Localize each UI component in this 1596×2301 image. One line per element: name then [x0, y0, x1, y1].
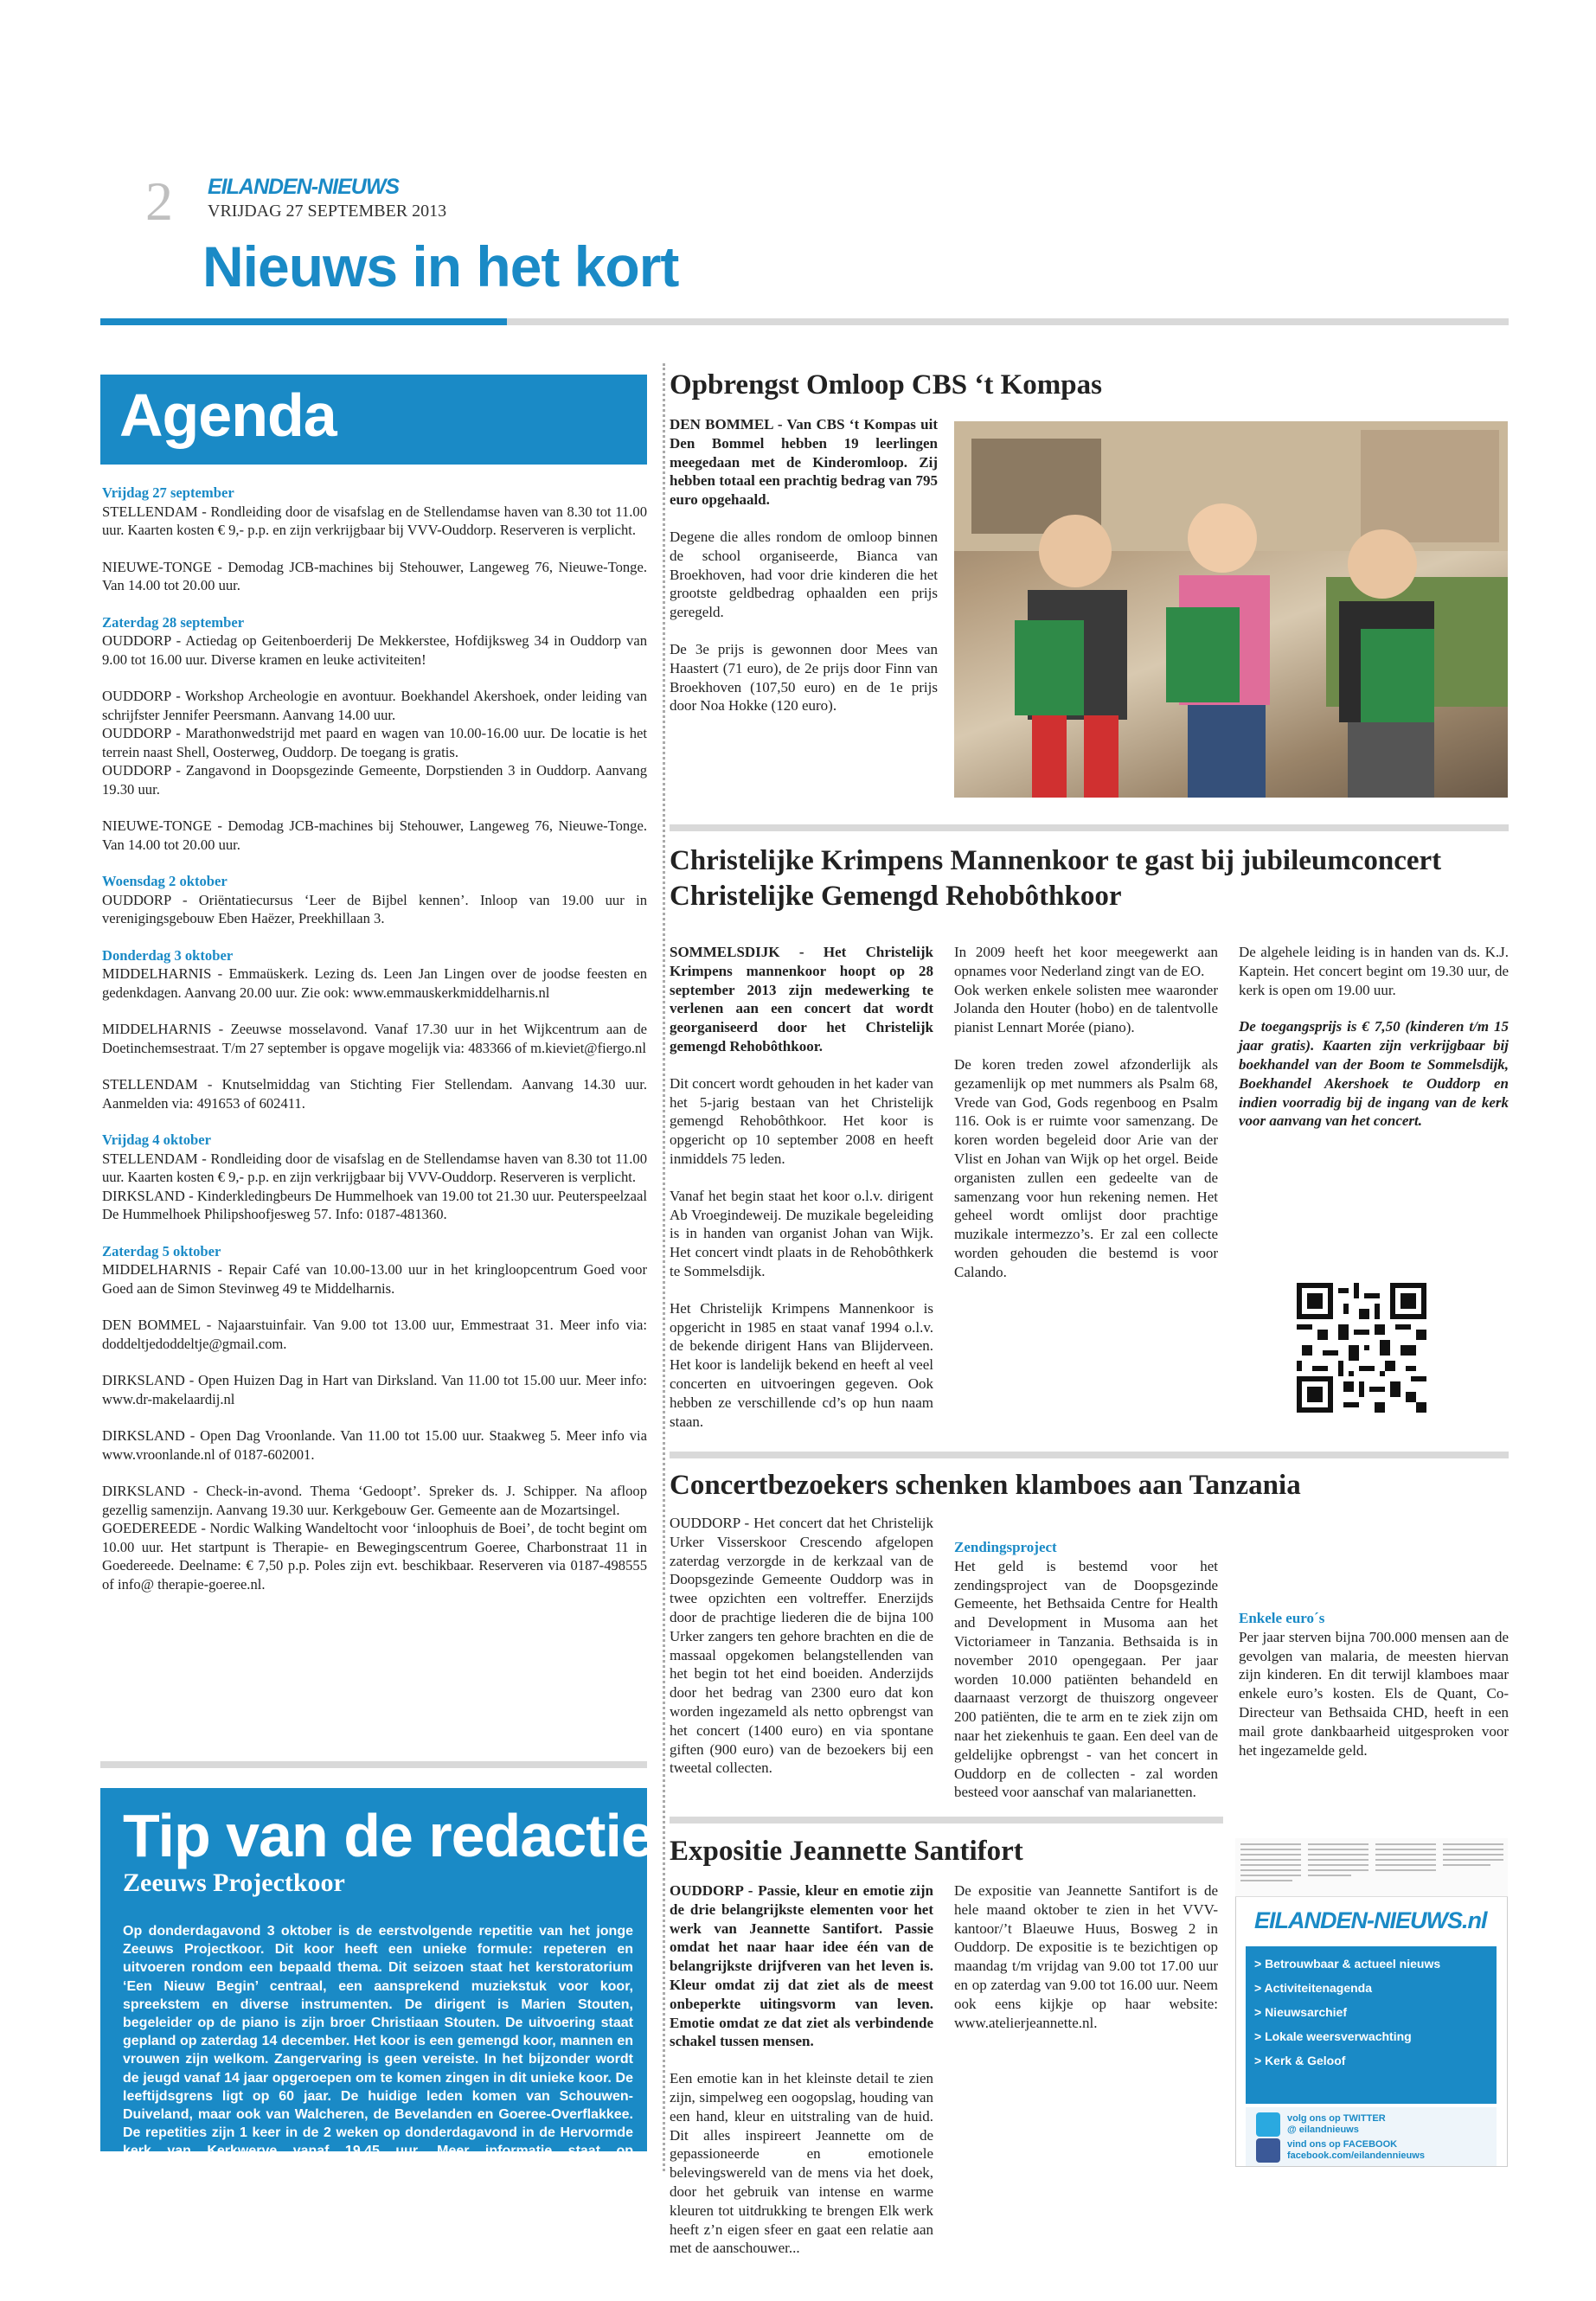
koor-headline-2: Christelijke Gemengd Rehobôthkoor [670, 881, 1122, 912]
klamboe-paragraph: Per jaar sterven bijna 700.000 mensen aan de gevolgen van malaria, de meesten hiervan zijn kinderen. En dit terwijl klamboes maar enkele euro’s kosten. Els de Quant, Co-Directeur van Bethsaida CHD, heeft in een mail grote dankbaarheid uitgesproken voor het ingezamelde geld. [1239, 1628, 1509, 1759]
ad-mini-text [1235, 1838, 1508, 1897]
kompas-headline: Opbrengst Omloop CBS ‘t Kompas [670, 369, 1102, 401]
page-number: 2 [145, 170, 173, 232]
agenda-text: OUDDORP - Workshop Archeologie en avontuur. Boekhandel Akershoek, onder leiding van schrijfster Jennifer Peersmann. Aanvang 14.00 uur. OUDDORP - Marathonwedstrijd met paard en wagen van 10.00-16.00 uur. De locatie is het terrein naast Shell, Oosterweg, Ouddorp. De toegang is gratis. OUDDORP - Zangavond in Doopsgezinde Gemeente, Dorpstienden 3 in Ouddorp. Aanvang 19.30 uur. [102, 688, 647, 798]
expositie-headline: Expositie Jeannette Santifort [670, 1836, 1023, 1867]
brand-logo: EILANDEN-NIEUWS [208, 175, 400, 199]
agenda-text: MIDDELHARNIS - Repair Café van 10.00-13.00 uur in het kringloopcentrum Goed voor Goed aan de Simon Stevinweg 49 te Middelharnis. [102, 1261, 647, 1297]
agenda-entry [102, 1316, 647, 1353]
kompas-lead: DEN BOMMEL - Van CBS ‘t Kompas uit Den Bommel hebben 19 leerlingen meegedaan met de Kinderomloop. Zij hebben totaal een prachtig bedrag van 795 euro opgehaald. [670, 416, 938, 509]
koor-column-2 [954, 943, 1218, 1300]
koor-bottom-rule [670, 1452, 1509, 1458]
klamboe-paragraph: Het geld is bestemd voor het zendingsproject van de Doopsgezinde Gemeente, het Bethsaida Centre for Health and Development in Musoma aan het Victoriameer in Tanzania. Bethsaida is in november 2010 opengegaan. Per jaar worden 10.000 patiënten behandeld en daarnaast verzorgt de thuiszorg ongeveer 200 patiënten, die te arm en te ziek zijn om naar het ziekenhuis te gaan. Een deel van de geldelijke opbrengst - van het concert in Ouddorp en de collecten - zal worden besteed voor aanschaf van malarianetten. [954, 1557, 1218, 1801]
agenda-entry [102, 1131, 647, 1224]
koor-paragraph: Het Christelijk Krimpens Mannenkoor is opgericht in 1985 en staat vanaf 1994 o.l.v. de bekende dirigent Hans van Blijderveen. Het koor is landelijk bekend en heeft al veel concerten en uitvoeringen gegeven. Ook hebben ze verschillende cd’s op hun naam staan. [670, 1299, 933, 1430]
tip-title: Tip van de redactie [123, 1802, 654, 1869]
agenda-entry [102, 687, 647, 798]
agenda-day: Woensdag 2 oktober [102, 873, 228, 889]
agenda-entry [102, 558, 647, 595]
kompas-body [670, 415, 938, 734]
agenda-text: DEN BOMMEL - Najaarstuinfair. Van 9.00 tot 13.00 uur, Emmestraat 31. Meer info via: doddeltjedoddeltje@gmail.com. [102, 1317, 647, 1352]
kompas-paragraph: Degene die alles rondom de omloop binnen de school organiseerde, Bianca van Broekhoven, had voor drie kinderen die het grootste geldbedrag ophaalden een prijs geregeld. [670, 528, 938, 621]
agenda-entry [102, 1426, 647, 1464]
klamboe-subheading: Enkele euro´s [1239, 1610, 1325, 1626]
agenda-text: NIEUWE-TONGE - Demodag JCB-machines bij Stehouwer, Langeweg 76, Nieuwe-Tonge. Van 14.00 tot 20.00 uur. [102, 558, 647, 593]
agenda-text: STELLENDAM - Rondleiding door de visafslag en de Stellendamse haven van 8.30 tot 11.00 uur. Kaarten kosten € 9,- p.p. en zijn verkrijgbaar bij VVV-Ouddorp. Reserveren is verplicht. DIRKSLAND - Kinderkledingbeurs De Hummelhoek van 19.00 tot 21.30 uur. Peuterspeelzaal De Hummelhoek Philipshoofjesweg 57. Info: 0187-481360. [102, 1150, 647, 1222]
agenda-entry [102, 1242, 647, 1298]
ad-mini-columns [1235, 1838, 1508, 1897]
twitter-label[interactable]: volg ons op TWITTER @ eilandnieuws [1287, 2113, 1386, 2135]
agenda-entry [102, 946, 647, 1003]
klamboe-column-2 [954, 1514, 1218, 1820]
agenda-text: MIDDELHARNIS - Emmaüskerk. Lezing ds. Leen Jan Lingen over de joodse feesten en gedenkdagen. Aanvang 20.00 uur. Zie ook: www.emmauskerkmiddelharnis.nl [102, 965, 647, 1001]
koor-headline-1: Christelijke Krimpens Mannenkoor te gast bij jubileumconcert [670, 845, 1442, 876]
agenda-text: MIDDELHARNIS - Zeeuwse mosselavond. Vanaf 17.30 uur in het Wijkcentrum aan de Doetinchemsestraat. T/m 27 september is opgave mogelijk via: 483366 of m.kieviet@fiergo.nl [102, 1021, 647, 1056]
klamboe-headline: Concertbezoekers schenken klamboes aan Tanzania [670, 1470, 1301, 1501]
column-divider [663, 363, 665, 2171]
agenda-entry [102, 1371, 647, 1408]
kompas-photo [954, 421, 1508, 798]
twitter-icon[interactable] [1256, 2112, 1280, 2137]
expositie-column-1 [670, 1881, 933, 2276]
ad-item[interactable]: > Kerk & Geloof [1254, 2054, 1346, 2067]
klamboe-column-3 [1239, 1609, 1509, 1778]
agenda-text: NIEUWE-TONGE - Demodag JCB-machines bij Stehouwer, Langeweg 76, Nieuwe-Tonge. Van 14.00 tot 20.00 uur. [102, 817, 647, 853]
koor-paragraph: Dit concert wordt gehouden in het kader van het 5-jarig bestaan van het Christelijk gemengd Rehobôthkoor. Het koor is opgericht op 10 september 2008 en heeft inmiddels 75 leden. [670, 1074, 933, 1167]
expositie-column-2 [954, 1881, 1218, 2050]
koor-paragraph: De koren treden zowel afzonderlijk als gezamenlijk op met nummers als Psalm 68, Vrede van God, Gods regenboog en Psalm 116. Ook is er ruimte voor samenzang. De koren worden begeleid door Arie van der Vlist en Johan van Wijk op het orgel. Beide organisten zullen een gedeelte van de samenzang voor hun rekening nemen. Het geheel wordt omlijst door prachtige muzikale intermezzo’s. Er zal een collecte worden gehouden die bestemd is voor Calando. [954, 1055, 1218, 1280]
agenda-title: Agenda [119, 381, 337, 449]
klamboe-paragraph: OUDDORP - Het concert dat het Christelijk Urker Visserskoor Crescendo afgelopen zaterdag verzorgde in de kerkzaal van de Doopsgezinde Gemeente Ouddorp was in twee opzichten een voltreffer. Enerzijds door de prachtige liederen die de bijna 100 Urker zangers ten gehore brachten en die de massaal opgekomen belangstellenden van het begin tot het eind boeiden. Anderzijds door het bedrag van 2300 euro dat kon worden ingezameld als netto opbrengst van het concert (1400 euro) en via spontane giften (900 euro) van de bezoekers bij een tweetal collecten. [670, 1515, 933, 1777]
agenda-text: DIRKSLAND - Open Huizen Dag in Hart van Dirksland. Van 11.00 tot 15.00 uur. Meer info: www.dr-makelaardij.nl [102, 1372, 647, 1407]
klamboe-column-1 [670, 1514, 933, 1796]
koor-paragraph: Vanaf het begin staat het koor o.l.v. dirigent Ab Vroegindeweij. De muzikale begeleiding is in handen van organist Johan van Wijk. Het concert vindt plaats in de Rehobôthkerk te Sommelsdijk. [670, 1187, 933, 1279]
tip-subtitle: Zeeuws Projectkoor [123, 1868, 345, 1897]
qr-code-graphic [1297, 1283, 1426, 1413]
ad-item[interactable]: > Betrouwbaar & actueel nieuws [1254, 1957, 1441, 1971]
agenda-entry [102, 872, 647, 928]
agenda-entry [102, 1020, 647, 1057]
agenda-day: Donderdag 3 oktober [102, 946, 234, 964]
koor-paragraph: In 2009 heeft het koor meegewerkt aan opnames voor Nederland zingt van de EO. Ook werken enkele solisten mee waaronder Jolanda den Houter (hobo) en de talentvolle pianist Lennart Morée (piano). [954, 944, 1218, 1036]
agenda-day: Vrijdag 4 oktober [102, 1131, 211, 1148]
ad-item[interactable]: > Lokale weersverwachting [1254, 2029, 1412, 2043]
agenda-day: Vrijdag 27 september [102, 484, 234, 501]
agenda-entry [102, 1075, 647, 1112]
qr-code [1297, 1283, 1426, 1413]
facebook-icon[interactable] [1256, 2138, 1280, 2163]
header-rule-accent [100, 318, 507, 325]
ad-logo[interactable]: EILANDEN-NIEUWS.nl [1254, 1907, 1487, 1933]
agenda-bottom-rule [100, 1761, 647, 1768]
agenda-text: OUDDORP - Actiedag op Geitenboerderij De Mekkerstee, Hofdijksweg 34 in Ouddorp van 9.00 tot 16.00 uur. Diverse kramen en leuke activiteiten! [102, 632, 647, 668]
ad-item[interactable]: > Nieuwsarchief [1254, 2005, 1347, 2019]
agenda-list [102, 484, 647, 1612]
children-photo-illustration [954, 421, 1508, 798]
agenda-day: Zaterdag 5 oktober [102, 1242, 221, 1259]
agenda-text: OUDDORP - Oriëntatiecursus ‘Leer de Bijbel kennen’. Inloop van 19.00 uur in verenigingsgebouw Eben Haëzer, Preekhillaan 3. [102, 891, 647, 926]
klamboe-subheading: Zendingsproject [954, 1539, 1057, 1555]
agenda-entry [102, 613, 647, 670]
agenda-text: DIRKSLAND - Open Dag Vroonlande. Van 11.00 tot 15.00 uur. Staakweg 5. Meer info via www.vroonlande.nl of 0187-602001. [102, 1427, 647, 1463]
koor-ticket-info: De toegangsprijs is € 7,50 (kinderen t/m 15 jaar gratis). Kaarten zijn verkrijgbaar bij boekhandel van der Boom te Sommelsdijk, Boekhandel Akershoek te Ouddorp en indien voorradig bij de ingang van de kerk voor aanvang van het concert. [1239, 1018, 1509, 1130]
facebook-label[interactable]: vind ons op FACEBOOK facebook.com/eilandennieuws [1287, 2139, 1425, 2161]
agenda-entry [102, 817, 647, 854]
issue-date: VRIJDAG 27 SEPTEMBER 2013 [208, 202, 447, 221]
koor-column-1 [670, 943, 933, 1449]
agenda-entry [102, 1482, 647, 1593]
agenda-text: STELLENDAM - Rondleiding door de visafslag en de Stellendamse haven van 8.30 tot 11.00 uur. Kaarten kosten € 9,- p.p. en zijn verkrijgbaar bij VVV-Ouddorp. Reserveren is verplicht. [102, 503, 647, 538]
expositie-lead: OUDDORP - Passie, kleur en emotie zijn de drie belangrijkste elementen voor het werk van Jeannette Santifort. Passie omdat het naar haar idee één van de belangrijkste drijfveren van het leven is. Kleur omdat zij dat ziet als de meest onbeperkte uitingsvorm van leven. Emotie omdat ze dat ziet als verbindende schakel tussen mensen. [670, 1882, 933, 2050]
expositie-paragraph: Een emotie kan in het kleinste detail te zien zijn, simpelweg een oogopslag, houding van een hand, kleur en uitstraling van de huid. Dit alles inspireert Jeannette om de gepassioneerde en emotionele belevingswereld van de mens via het doek, door het gebruik van intense en warme kleuren tot uitdrukking te brengen Elk werk heeft z’n eigen sfeer en gaat een relatie aan met de aanschouwer... [670, 2070, 933, 2257]
koor-lead: SOMMELSDIJK - Het Christelijk Krimpens mannenkoor hoopt op 28 september 2013 zijn medewerking te verlenen aan een concert dat wordt georganiseerd door het Christelijk gemengd Rehobôthkoor. [670, 944, 933, 1054]
koor-column-3 [1239, 943, 1509, 1149]
agenda-text: STELLENDAM - Knutselmiddag van Stichting Fier Stellendam. Aanvang 14.30 uur. Aanmelden via: 491653 of 602411. [102, 1076, 647, 1112]
ad-item[interactable]: > Activiteitenagenda [1254, 1981, 1373, 1995]
kompas-bottom-rule [670, 824, 1509, 831]
section-title: Nieuws in het kort [202, 234, 679, 298]
agenda-entry [102, 484, 647, 540]
kompas-paragraph: De 3e prijs is gewonnen door Mees van Haastert (71 euro), de 2e prijs door Finn van Broekhoven (107,50 euro) en de 1e prijs door Noa Hokke (120 euro). [670, 640, 938, 715]
klamboe-bottom-rule [670, 1817, 1223, 1823]
agenda-text: DIRKSLAND - Check-in-avond. Thema ‘Gedoopt’. Spreker ds. J. Schipper. Na afloop gezellig samenzijn. Aanvang 19.30 uur. Kerkgebouw Ger. Gemeente aan de Mozartsingel. GOEDEREEDE - Nordic Walking Wandeltocht voor ‘inloophuis de Boei’, de tocht begint om 10.00 uur. Het startpunt is Therapie- en Bewegingscentrum Goeree, Charbonstraat 11 in Goedereede. Deelname: € 7,50 p.p. Poles zijn evt. beschikbaar. Reserveren via 0187-498555 of info@ therapie-goeree.nl. [102, 1483, 647, 1593]
tip-body: Op donderdagavond 3 oktober is de eerstvolgende repetitie van het jonge Zeeuws Projectkoor. Dit koor heeft een unieke formule: repeteren en uitvoeren rondom een bepaald thema. Dit seizoen staat het kerstoratorium ‘Een Nieuw Begin’ centraal, een aansprekend muziekstuk voor koor, spreekstem en diverse instrumenten. De dirigent is Marien Stouten, begeleider op de piano is zijn broer Christiaan Stouten. De uitvoering staat gepland op zaterdag 14 december. Het koor is een gemengd koor, mannen en vrouwen zijn welkom. Zangervaring is geen vereiste. In het bijzonder wordt de jeugd vanaf 14 jaar opgeroepen om te komen zingen in dit unieke koor. De leeftijdsgrens ligt op 60 jaar. De huidige leden komen van Schouwen-Duiveland, maar ook van Walcheren, de Bevelanden en Goeree-Overflakkee. De repetities zijn 1 keer in de 2 weken op donderdagavond in de Hervormde kerk van Kerkwerve vanaf 19.45 uur. Meer informatie staat op www.zeeuwsprojectkoor.nl [123, 1924, 633, 2177]
expositie-paragraph: De expositie van Jeannette Santifort is de hele maand oktober te zien in het VVV-kantoor/’t Blaeuwe Huus, Bosweg 2 in Ouddorp. De expositie is te bezichtigen op maandag t/m vrijdag van 9.00 tot 17.00 uur en op zaterdag van 9.00 tot 16.00 uur. Neem ook eens kijkje op haar website: www.atelierjeannette.nl. [954, 1882, 1218, 2031]
koor-paragraph: De algehele leiding is in handen van ds. K.J. Kaptein. Het concert begint om 19.30 uur, de kerk is open om 19.00 uur. [1239, 944, 1509, 998]
agenda-day: Zaterdag 28 september [102, 613, 245, 631]
